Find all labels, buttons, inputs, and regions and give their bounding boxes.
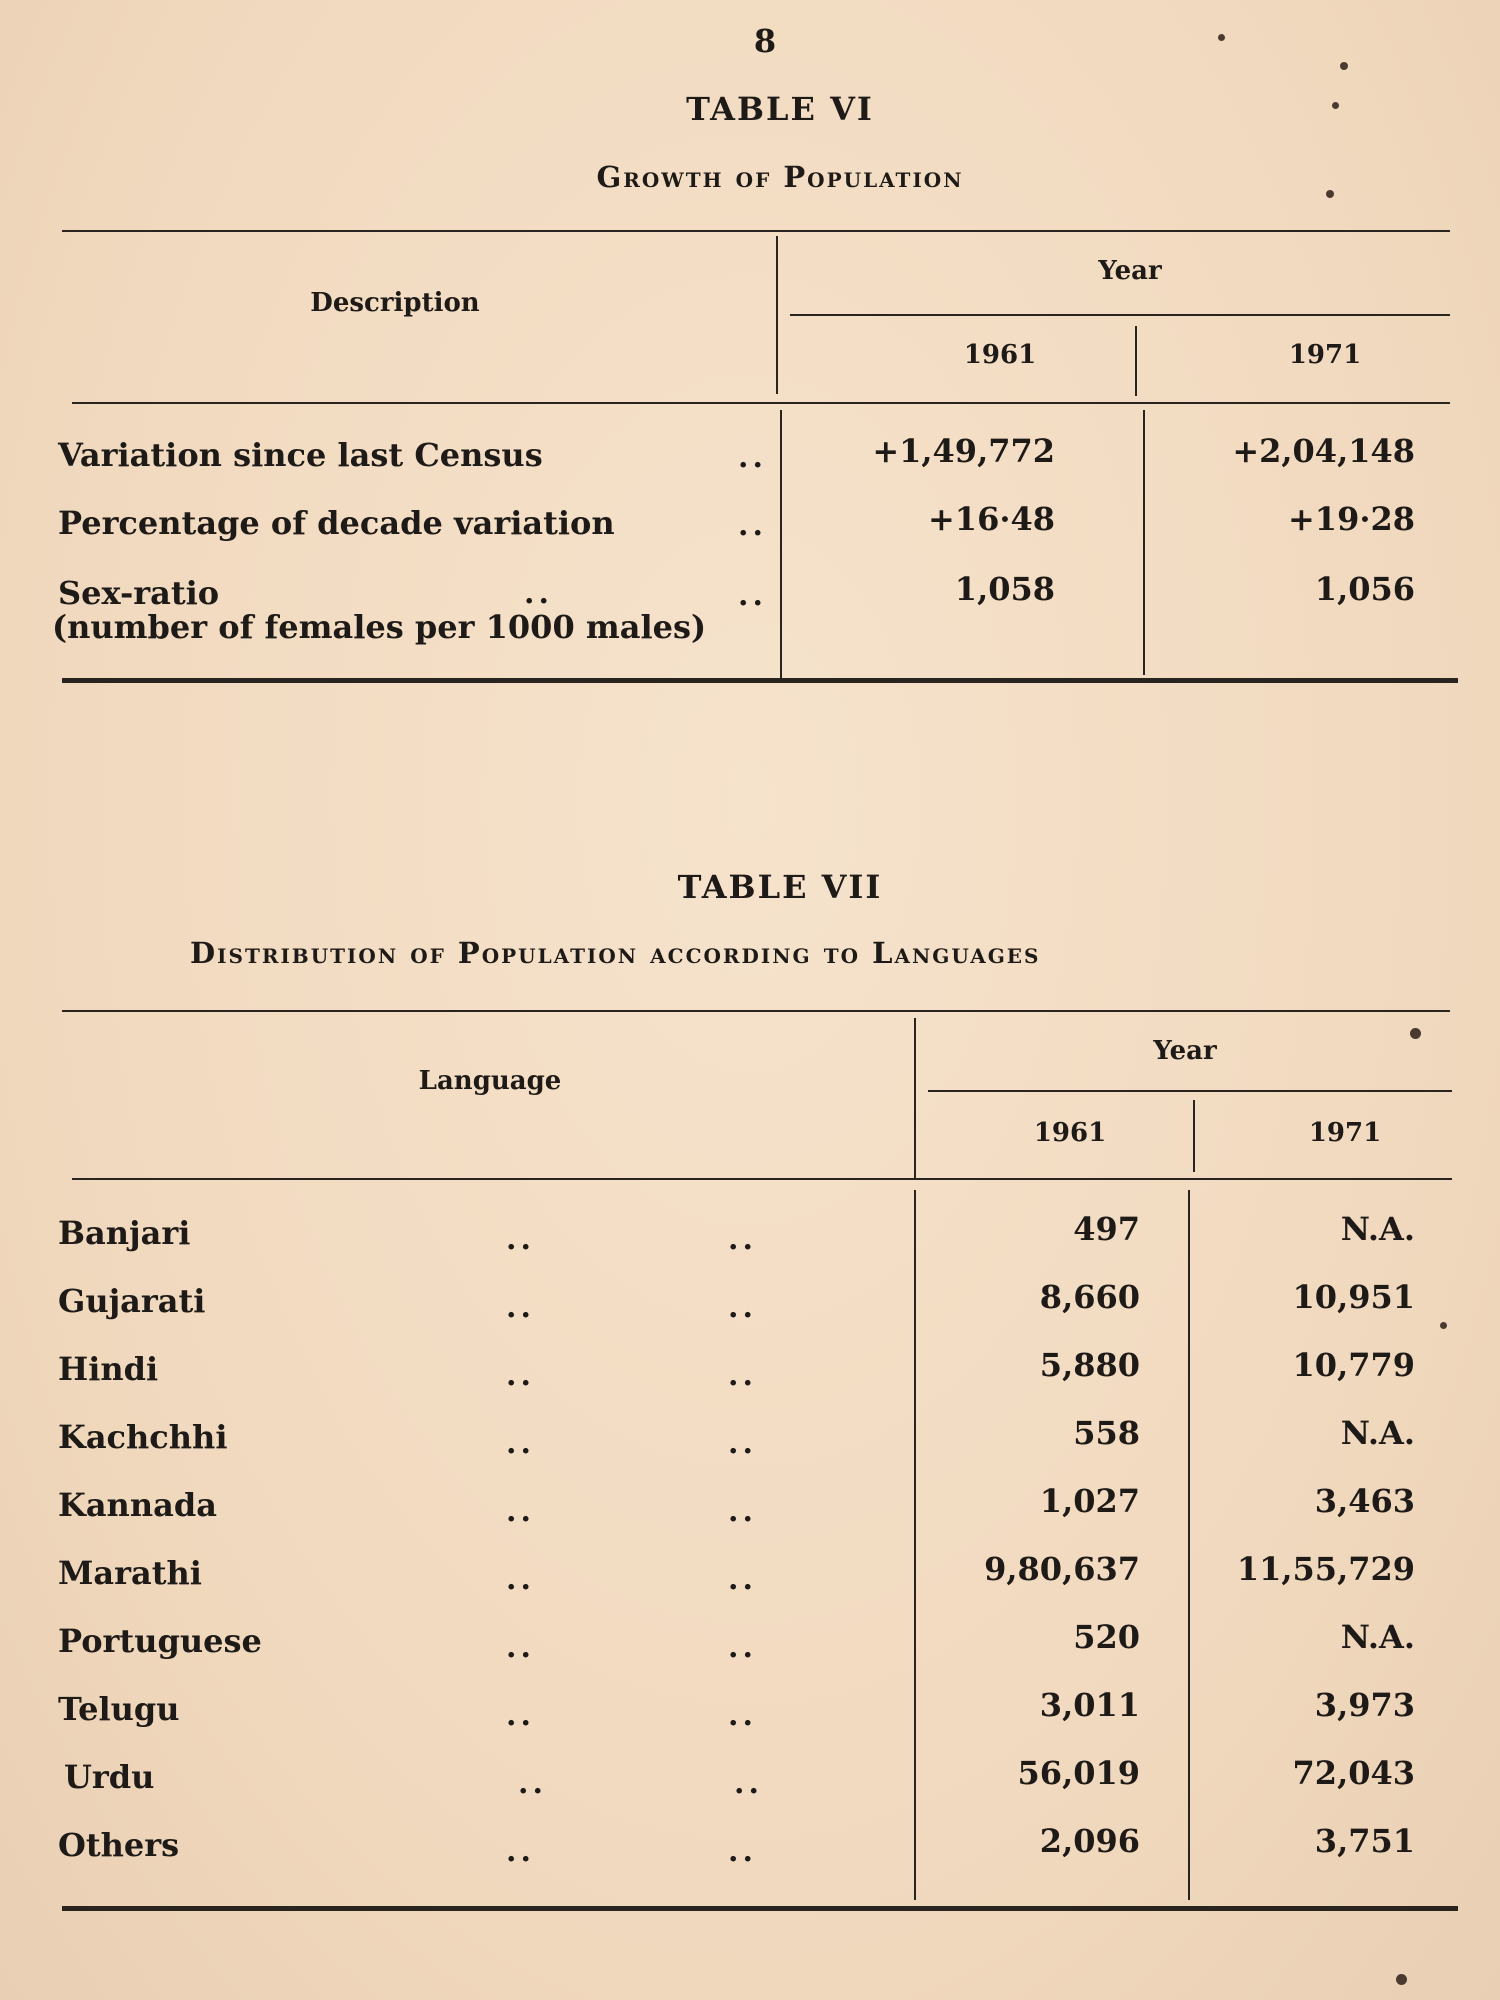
value-1961: 1,027 <box>1039 1482 1140 1520</box>
table-vii-year-header: Year <box>1153 1036 1217 1066</box>
value-1971: +19·28 <box>1287 500 1415 538</box>
table-vi-bottom-rule <box>62 678 1458 683</box>
table-vi-header-divider <box>776 236 778 394</box>
table-vi-year-divider <box>1135 326 1137 396</box>
table-vi-year-header: Year <box>1098 256 1162 286</box>
table-vi-title: TABLE VI <box>686 90 874 128</box>
value-1971: 1,056 <box>1314 570 1415 608</box>
language-name: Hindi <box>58 1350 159 1388</box>
leader-dots: .. <box>728 1834 757 1869</box>
value-1971: 10,779 <box>1292 1346 1415 1384</box>
row-label: Variation since last Census <box>58 436 543 474</box>
table-vii-year-divider <box>1193 1100 1195 1172</box>
value-1961: 497 <box>1073 1210 1140 1248</box>
language-name: Banjari <box>58 1214 191 1252</box>
value-1961: 558 <box>1073 1414 1140 1452</box>
leader-dots: .. <box>518 1766 547 1801</box>
value-1971: 3,751 <box>1314 1822 1415 1860</box>
language-name: Portuguese <box>58 1622 262 1660</box>
value-1961: 8,660 <box>1039 1278 1140 1316</box>
leader-dots: .. <box>728 1630 757 1665</box>
table-vi-subtitle: Growth of Population <box>596 160 964 194</box>
value-1961: 3,011 <box>1039 1686 1140 1724</box>
leader-dots: .. <box>728 1562 757 1597</box>
leader-dots: .. <box>506 1290 535 1325</box>
value-1961: 1,058 <box>954 570 1055 608</box>
value-1971: N.A. <box>1340 1210 1415 1248</box>
leader-dots: .. <box>506 1698 535 1733</box>
row-label: Sex-ratio <box>58 574 220 612</box>
table-vii-subtitle: Distribution of Population according to Languages <box>190 936 1041 970</box>
language-name: Others <box>58 1826 180 1864</box>
value-1971: 3,463 <box>1314 1482 1415 1520</box>
table-vi-header-rule <box>72 402 1450 404</box>
table-vii-language-header: Language <box>418 1066 562 1096</box>
value-1961: +16·48 <box>927 500 1055 538</box>
table-vii-year-rule <box>928 1090 1452 1092</box>
table-vii-title: TABLE VII <box>677 868 883 906</box>
table-vii-year-1971: 1971 <box>1308 1118 1382 1148</box>
value-1971: +2,04,148 <box>1232 432 1415 470</box>
scan-speck <box>1410 1028 1421 1039</box>
language-name: Kachchhi <box>58 1418 228 1456</box>
table-vii-header-divider <box>914 1018 916 1178</box>
leader-dots: .. <box>728 1222 757 1257</box>
value-1971: 72,043 <box>1292 1754 1415 1792</box>
leader-dots: .. <box>524 576 553 611</box>
scan-speck <box>1340 62 1348 70</box>
leader-dots: .. <box>506 1494 535 1529</box>
value-1961: +1,49,772 <box>872 432 1055 470</box>
leader-dots: .. <box>728 1290 757 1325</box>
value-1971: 3,973 <box>1314 1686 1415 1724</box>
language-name: Urdu <box>64 1758 155 1796</box>
page-number: 8 <box>753 22 777 60</box>
table-vi-year-1971: 1971 <box>1288 340 1362 370</box>
value-1961: 2,096 <box>1039 1822 1140 1860</box>
table-vi-body-divider-2 <box>1143 410 1145 675</box>
leader-dots: .. <box>506 1222 535 1257</box>
language-name: Marathi <box>58 1554 202 1592</box>
leader-dots: .. <box>728 1426 757 1461</box>
row-label: Percentage of decade variation <box>58 504 615 542</box>
leader-dots: .. <box>506 1562 535 1597</box>
value-1961: 520 <box>1073 1618 1140 1656</box>
scan-speck <box>1332 102 1339 109</box>
leader-dots: .. <box>728 1358 757 1393</box>
table-vii-year-1961: 1961 <box>1033 1118 1107 1148</box>
table-vii-header-rule <box>72 1178 1452 1180</box>
leader-dots: .. <box>506 1426 535 1461</box>
leader-dots: .. <box>728 1494 757 1529</box>
table-vi-year-1961: 1961 <box>963 340 1037 370</box>
value-1971: 10,951 <box>1292 1278 1415 1316</box>
language-name: Kannada <box>58 1486 217 1524</box>
table-vi-top-rule <box>62 230 1450 232</box>
value-1971: N.A. <box>1340 1618 1415 1656</box>
leader-dots: .. <box>728 1698 757 1733</box>
table-vi-body-divider <box>780 410 782 680</box>
leader-dots: .. <box>734 1766 763 1801</box>
table-vii-top-rule <box>62 1010 1450 1012</box>
scan-speck <box>1326 190 1334 198</box>
leader-dots: .. <box>738 508 767 543</box>
leader-dots: .. <box>506 1834 535 1869</box>
row-label-continuation: (number of females per 1000 males) <box>52 608 707 646</box>
table-vi-description-header: Description <box>310 288 480 318</box>
leader-dots: .. <box>738 440 767 475</box>
leader-dots: .. <box>738 578 767 613</box>
scan-speck <box>1218 34 1225 41</box>
value-1971: 11,55,729 <box>1236 1550 1415 1588</box>
leader-dots: .. <box>506 1358 535 1393</box>
value-1971: N.A. <box>1340 1414 1415 1452</box>
table-vii-body-divider-2 <box>1188 1190 1190 1900</box>
value-1961: 56,019 <box>1017 1754 1140 1792</box>
value-1961: 9,80,637 <box>984 1550 1140 1588</box>
table-vii-bottom-rule <box>62 1906 1458 1911</box>
table-vii-body-divider <box>914 1190 916 1900</box>
scan-speck <box>1440 1322 1447 1329</box>
scan-speck <box>1396 1974 1407 1985</box>
language-name: Gujarati <box>58 1282 206 1320</box>
table-vi-year-rule <box>790 314 1450 316</box>
value-1961: 5,880 <box>1039 1346 1140 1384</box>
leader-dots: .. <box>506 1630 535 1665</box>
language-name: Telugu <box>58 1690 180 1728</box>
